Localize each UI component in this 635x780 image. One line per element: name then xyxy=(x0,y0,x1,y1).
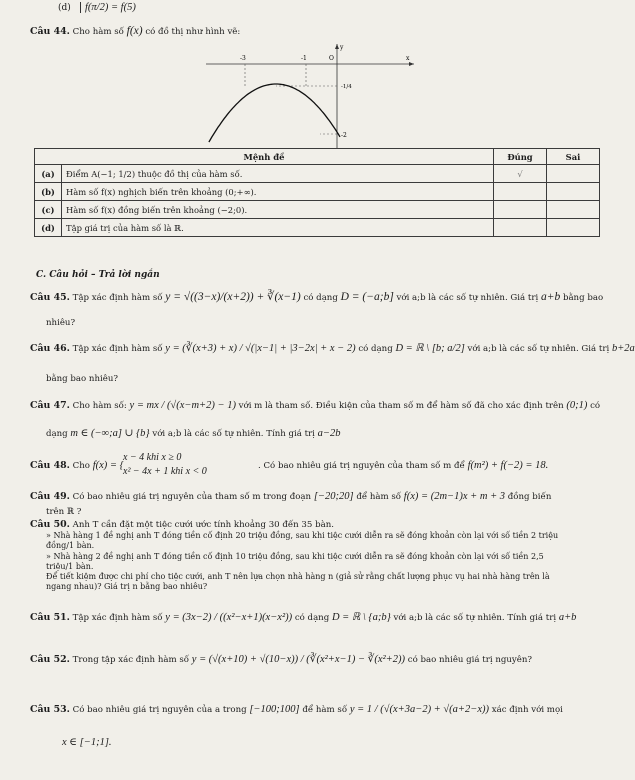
question-50: Câu 50. Anh T cần đặt một tiệc cưới ước tính khoảng 30 đến 35 bàn. xyxy=(30,519,334,530)
row-id: (c) xyxy=(35,201,62,219)
true-checkbox[interactable]: √ xyxy=(494,165,547,183)
section-c-heading: C. Câu hỏi – Trả lời ngắn xyxy=(36,270,160,280)
question-44: Câu 44. Cho hàm số f(x) có đồ thị như hình vẽ: xyxy=(30,25,241,37)
question-47: Câu 47. Cho hàm số: y = mx / (√(x−m+2) − 1) với m là tham số. Điều kiện của tham số m để hàm số đã cho xác định trên (0;1) có xyxy=(30,400,601,411)
formula: y = 1 / (√(x+3a−2) + √(a+2−x)) xyxy=(349,704,489,715)
row-statement: Hàm số f(x) nghịch biến trên khoảng (0;+∞). xyxy=(62,183,494,201)
formula: y = (∛(x+3) + x) / √(|x−1| + |3−2x| + x − 2) xyxy=(165,343,356,354)
q43-d-label: (d) xyxy=(58,3,71,13)
question-50-line: triệu/1 bàn. xyxy=(46,562,94,571)
header-false: Sai xyxy=(547,149,600,165)
formula: y = (√(x+10) + √(10−x)) / (∛(x²+x−1) − ∛(x²+2)) xyxy=(191,654,406,665)
row-id: (d) xyxy=(35,219,62,237)
question-51: Câu 51. Tập xác định hàm số y = (3x−2) / ((x²−x+1)(x−x²)) có dạng D = ℝ \ {a;b} với a;b là các số tự nhiên. Tính giá trị a+b xyxy=(30,612,577,623)
header-true: Đúng xyxy=(494,149,547,165)
piecewise-case-1: x − 4 khi x ≥ 0 xyxy=(123,452,182,463)
false-checkbox[interactable] xyxy=(547,183,600,201)
question-46: Câu 46. Tập xác định hàm số y = (∛(x+3) + x) / √(|x−1| + |3−2x| + x − 2) có dạng D = ℝ \ [b; a/2] với a;b là các số tự nhiên. Giá trị b+2a xyxy=(30,343,635,354)
table-header xyxy=(35,149,600,165)
y-tick-quarter: -1/4 xyxy=(341,84,352,90)
question-46-cont: bằng bao nhiêu? xyxy=(46,374,118,384)
y-tick-neg2: -2 xyxy=(341,132,347,139)
formula: y = mx / (√(x−m+2) − 1) xyxy=(129,400,236,411)
table-row xyxy=(35,165,600,183)
row-statement: Điểm A(−1; 1/2) thuộc đồ thị của hàm số. xyxy=(62,165,494,183)
table-row xyxy=(35,201,600,219)
false-checkbox[interactable] xyxy=(547,165,600,183)
question-48: Câu 48. Cho f(x) = { xyxy=(30,460,124,471)
question-53: Câu 53. Có bao nhiêu giá trị nguyên của a trong [−100;100] để hàm số y = 1 / (√(x+3a−2) + √(a+2−x)) xác định với mọi xyxy=(30,704,563,715)
row-statement: Tập giá trị của hàm số là ℝ. xyxy=(62,219,494,237)
table-row xyxy=(35,219,600,237)
x-axis-label: x xyxy=(406,55,410,62)
question-47-cont: dạng m ∈ (−∞;a] ∪ {b} với a;b là các số tự nhiên. Tính giá trị a−2b xyxy=(46,428,341,439)
x-tick-neg1: -1 xyxy=(301,55,307,62)
header-statement: Mệnh đề xyxy=(35,149,494,165)
function-graph xyxy=(200,42,420,150)
x-tick-neg3: -3 xyxy=(240,55,246,62)
true-false-table xyxy=(34,148,600,237)
false-checkbox[interactable] xyxy=(547,219,600,237)
question-50-line: đồng/1 bàn. xyxy=(46,541,95,550)
formula: y = (3x−2) / ((x²−x+1)(x−x²)) xyxy=(165,612,293,623)
true-checkbox[interactable] xyxy=(494,183,547,201)
true-checkbox[interactable] xyxy=(494,219,547,237)
question-53-cont: x ∈ [−1;1]. xyxy=(62,737,112,748)
row-statement: Hàm số f(x) đồng biến trên khoảng (−2;0). xyxy=(62,201,494,219)
question-number: Câu 44. xyxy=(30,26,70,37)
question-50-line: » Nhà hàng 1 đề nghị anh T đóng tiền cố định 20 triệu đồng, sau khi tiệc cưới diễn ra sẽ đóng khoản còn lại với số tiền 2 triệu xyxy=(46,531,559,540)
parabola-curve xyxy=(209,84,340,142)
row-id: (a) xyxy=(35,165,62,183)
row-id: (b) xyxy=(35,183,62,201)
question-45: Câu 45. Tập xác định hàm số y = √((3−x)/(x+2)) + ∛(x−1) có dạng D = (−a;b] với a;b là các số tự nhiên. Giá trị a+b bằng bao xyxy=(30,291,604,303)
formula: y = √((3−x)/(x+2)) + ∛(x−1) xyxy=(165,291,301,303)
origin-label: O xyxy=(329,55,334,62)
question-48-tail: . Có bao nhiêu giá trị nguyên của tham số m để f(m²) + f(−2) = 18. xyxy=(258,460,549,471)
q43-d-expression: f(π/2) = f(5) xyxy=(80,2,136,13)
true-checkbox[interactable] xyxy=(494,201,547,219)
question-52: Câu 52. Trong tập xác định hàm số y = (√(x+10) + √(10−x)) / (∛(x²+x−1) − ∛(x²+2)) có bao nhiêu giá trị nguyên? xyxy=(30,654,532,665)
question-50-line: ngang nhau)? Giá trị n bằng bao nhiêu? xyxy=(46,582,208,591)
question-45-cont: nhiêu? xyxy=(46,318,76,328)
question-49: Câu 49. Có bao nhiêu giá trị nguyên của tham số m trong đoạn [−20;20] để hàm số f(x) = (2m−1)x + m + 3 đồng biến xyxy=(30,491,552,502)
question-49-cont: trên ℝ ? xyxy=(46,507,82,517)
question-50-line: Để tiết kiệm được chi phí cho tiệc cưới, anh T nên lựa chọn nhà hàng n (giả sử rằng chất lượng phục vụ hai nhà hàng trên là xyxy=(46,572,550,581)
y-axis-label: y xyxy=(340,44,344,51)
question-50-line: » Nhà hàng 2 đề nghị anh T đóng tiền cố định 10 triệu đồng, sau khi tiệc cưới diễn ra sẽ đóng khoản còn lại với số tiền 2,5 xyxy=(46,552,544,561)
false-checkbox[interactable] xyxy=(547,201,600,219)
table-row xyxy=(35,183,600,201)
piecewise-case-2: x² − 4x + 1 khi x < 0 xyxy=(123,466,207,477)
